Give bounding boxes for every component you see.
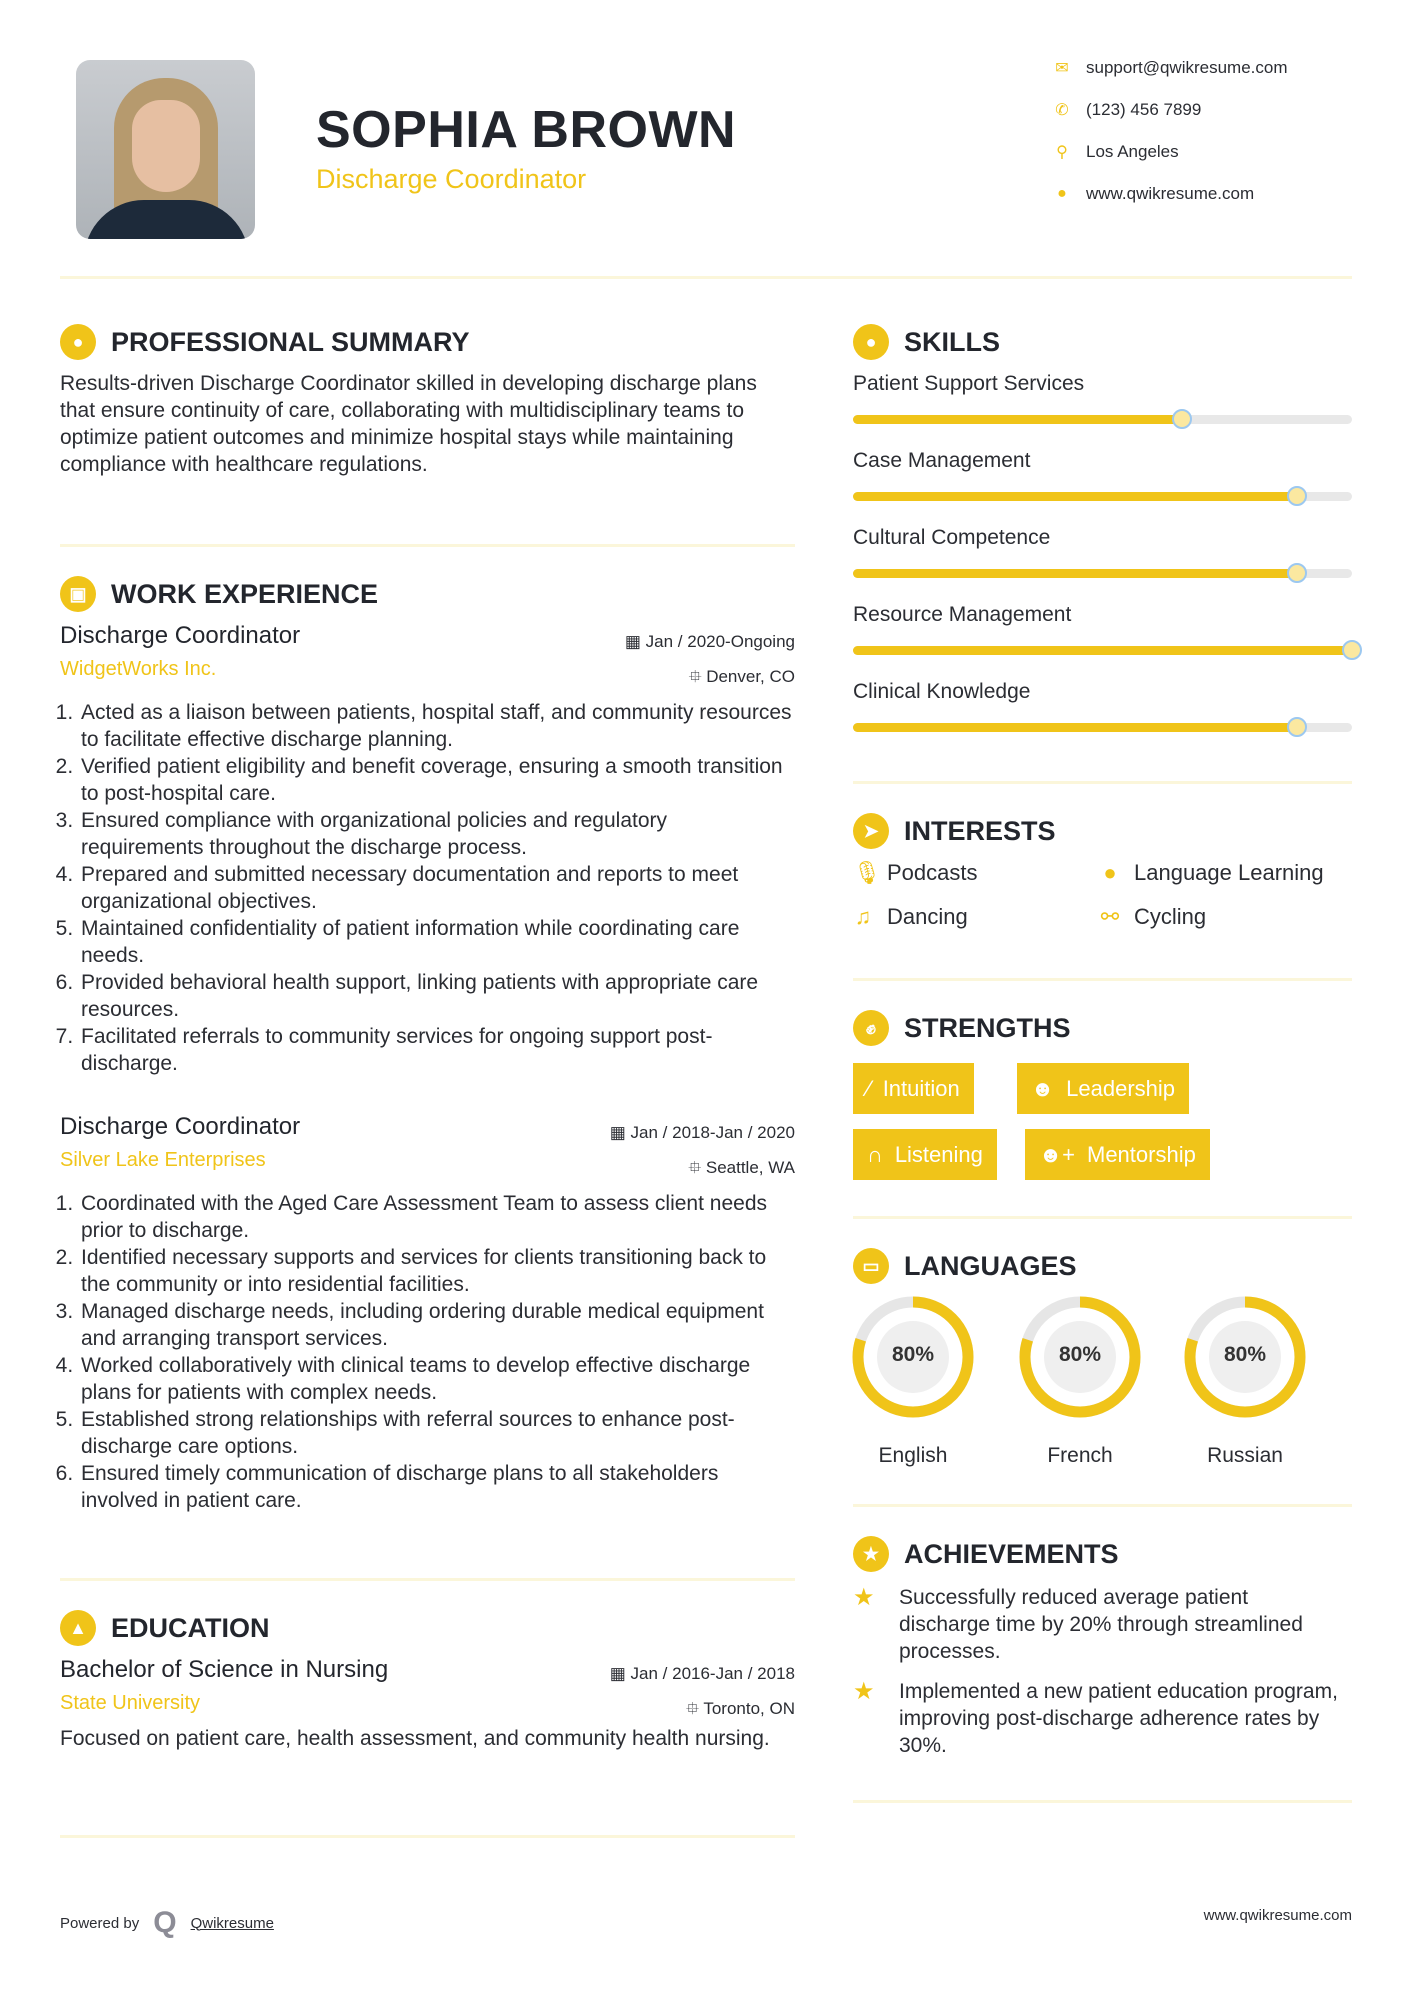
- skill-label: Case Management: [853, 449, 1031, 472]
- calendar-icon: ▦: [609, 1123, 631, 1142]
- fist-icon: ✊︎: [853, 1010, 889, 1046]
- users-icon: ☻: [1031, 1075, 1055, 1101]
- strength-tag: ⁄ Intuition: [853, 1063, 974, 1114]
- bullet: 4. Worked collaboratively with clinical teams to develop effective discharge plans for patients with complex needs.: [79, 1352, 795, 1406]
- achievement-item: ★ Successfully reduced average patient discharge time by 20% through streamlined processes.: [853, 1584, 1303, 1663]
- section-divider: [60, 1578, 795, 1581]
- skill-label: Resource Management: [853, 603, 1072, 626]
- school-name: State University: [60, 1692, 201, 1714]
- strength-tag: ∩ Listening: [853, 1129, 997, 1180]
- skill-item: [853, 449, 1373, 501]
- skill-knob: [1342, 640, 1362, 660]
- skill-fill: [853, 569, 1297, 578]
- skill-knob: [1287, 717, 1307, 737]
- job-bullets: [60, 1190, 795, 1514]
- section-divider: [853, 1216, 1352, 1219]
- bullet: 3. Managed discharge needs, including ordering durable medical equipment and arranging transport services.: [79, 1298, 795, 1352]
- job-title: Discharge Coordinator: [60, 1113, 301, 1140]
- section-divider: [60, 1835, 795, 1838]
- bullet: 3. Ensured compliance with organizational policies and regulatory requirements throughout the discharge process.: [79, 807, 795, 861]
- bicycle-icon: ⚯: [1100, 904, 1120, 929]
- language-percent: 80%: [891, 1343, 935, 1366]
- achievements-heading: ★ ACHIEVEMENTS: [853, 1536, 1119, 1572]
- magic-wand-icon: ⁄: [867, 1075, 871, 1101]
- strength-tag: ☻+ Mentorship: [1025, 1129, 1210, 1180]
- education-location: ⯐ Toronto, ON: [686, 1699, 795, 1718]
- section-divider: [853, 1504, 1352, 1507]
- skill-bar: [853, 569, 1352, 578]
- star-icon: ★: [853, 1678, 875, 1705]
- contact-email[interactable]: ✉ support@qwikresume.com: [1052, 58, 1288, 78]
- interest-item: ♫ Dancing: [854, 904, 968, 929]
- briefcase-icon: ▣: [60, 576, 96, 612]
- bullet: 5. Maintained confidentiality of patient information while coordinating care needs.: [79, 915, 795, 969]
- language-percent: 80%: [1058, 1343, 1102, 1366]
- bullet: 2. Identified necessary supports and services for clients transitioning back to the community or into residential facilities.: [79, 1244, 795, 1298]
- bullet: 1. Coordinated with the Aged Care Assessment Team to assess client needs prior to discharge.: [79, 1190, 795, 1244]
- music-icon: ♫: [854, 904, 872, 929]
- achievement-item: ★ Implemented a new patient education program, improving post-discharge adherence rates by 30%.: [853, 1678, 1338, 1757]
- headphones-icon: ∩: [867, 1141, 883, 1167]
- globe-icon: ●: [1057, 185, 1067, 202]
- section-divider: [853, 978, 1352, 981]
- qwikresume-link[interactable]: Qwikresume: [190, 1914, 274, 1932]
- contact-website[interactable]: ● www.qwikresume.com: [1052, 184, 1254, 204]
- language-item: [1175, 1295, 1315, 1468]
- microphone-icon: 🎙︎: [853, 860, 881, 885]
- phone-icon: ✆: [1055, 102, 1069, 119]
- interest-item: ● Language Learning: [1100, 860, 1324, 886]
- candidate-name: SOPHIA BROWN: [316, 101, 737, 159]
- bullet: 7. Facilitated referrals to community services for ongoing support post-discharge.: [79, 1023, 795, 1077]
- star-icon: ★: [853, 1584, 875, 1611]
- skill-knob: [1287, 563, 1307, 583]
- bullet: 6. Ensured timely communication of discharge plans to all stakeholders involved in patient care.: [79, 1460, 795, 1514]
- section-divider: [853, 781, 1352, 784]
- skill-fill: [853, 415, 1182, 424]
- user-icon: ●: [60, 324, 96, 360]
- section-divider: [60, 544, 795, 547]
- calendar-icon: ▦: [624, 632, 646, 651]
- skill-bar: [853, 492, 1352, 501]
- pin-icon: ⯐: [688, 1158, 706, 1177]
- language-label: French: [1047, 1444, 1113, 1467]
- translate-icon: ▭: [853, 1248, 889, 1284]
- map-pin-icon: ⚲: [1056, 144, 1068, 161]
- job-date: ▦ Jan / 2018-Jan / 2020: [609, 1123, 795, 1142]
- company-name: WidgetWorks Inc.: [60, 658, 217, 680]
- language-item: [1010, 1295, 1150, 1468]
- job-location: ⯐ Seattle, WA: [688, 1158, 795, 1177]
- strength-tag: ☻ Leadership: [1017, 1063, 1189, 1114]
- envelope-icon: ✉: [1055, 60, 1069, 77]
- bullet: 5. Established strong relationships with referral sources to enhance post-discharge care options.: [79, 1406, 795, 1460]
- job-title: Discharge Coordinator: [60, 622, 301, 649]
- skill-label: Cultural Competence: [853, 526, 1051, 549]
- language-item: [843, 1295, 983, 1468]
- skill-item: [853, 526, 1373, 578]
- interest-item: ⚯ Cycling: [1100, 904, 1207, 929]
- languages-heading: ▭ LANGUAGES: [853, 1248, 1077, 1284]
- section-divider: [853, 1800, 1352, 1803]
- language-label: English: [878, 1444, 948, 1467]
- summary-text: Results-driven Discharge Coordinator skilled in developing discharge plans that ensure continuity of care, collaborating with multidisciplinary teams to optimize patient outcomes and minimize hospital stays while maintaining compliance with healthcare regulations.: [60, 372, 757, 476]
- user-plus-icon: ☻+: [1039, 1141, 1075, 1167]
- header-divider: [60, 276, 1352, 279]
- qwikresume-logo-icon: Q: [153, 1906, 177, 1939]
- bullet: 2. Verified patient eligibility and benefit coverage, ensuring a smooth transition to post-hospital care.: [79, 753, 795, 807]
- skill-fill: [853, 646, 1352, 655]
- bullet: 4. Prepared and submitted necessary documentation and reports to meet organizational objectives.: [79, 861, 795, 915]
- pin-icon: ⯐: [688, 667, 707, 686]
- work-heading: ▣ WORK EXPERIENCE: [60, 576, 378, 612]
- footer-powered: Powered by Q Qwikresume: [60, 1906, 274, 1939]
- skill-label: Patient Support Services: [853, 372, 1085, 395]
- job-entry: [60, 622, 795, 1077]
- education-heading: ▲ EDUCATION: [60, 1610, 270, 1646]
- skill-fill: [853, 723, 1297, 732]
- star-icon: ★: [853, 1536, 889, 1572]
- contact-location: ⚲ Los Angeles: [1052, 142, 1179, 162]
- summary-heading: ● PROFESSIONAL SUMMARY: [60, 324, 470, 360]
- skill-label: Clinical Knowledge: [853, 680, 1031, 703]
- strengths-heading: ✊︎ STRENGTHS: [853, 1010, 1071, 1046]
- education-date: ▦ Jan / 2016-Jan / 2018: [609, 1664, 795, 1683]
- profile-photo: [76, 60, 255, 239]
- interest-item: 🎙︎ Podcasts: [853, 860, 978, 885]
- job-bullets: [60, 699, 795, 1077]
- interests-heading: ➤ INTERESTS: [853, 813, 1056, 849]
- language-label: Russian: [1207, 1444, 1283, 1467]
- graduation-cap-icon: ▲: [60, 1610, 96, 1646]
- skill-bar: [853, 646, 1352, 655]
- degree: Bachelor of Science in Nursing: [60, 1656, 389, 1683]
- skills-heading: ● SKILLS: [853, 324, 1000, 360]
- calendar-icon: ▦: [609, 1664, 631, 1683]
- contact-phone: ✆ (123) 456 7899: [1052, 100, 1201, 120]
- skill-item: [853, 680, 1373, 732]
- skill-fill: [853, 492, 1297, 501]
- job-date: ▦ Jan / 2020-Ongoing: [624, 632, 795, 651]
- skill-item: [853, 603, 1373, 655]
- candidate-title: Discharge Coordinator: [316, 164, 587, 194]
- skill-knob: [1287, 486, 1307, 506]
- company-name: Silver Lake Enterprises: [60, 1149, 266, 1171]
- footer-site[interactable]: www.qwikresume.com: [1203, 1907, 1352, 1924]
- skill-bar: [853, 415, 1352, 424]
- bullet: 6. Provided behavioral health support, linking patients with appropriate care resources.: [79, 969, 795, 1023]
- lightbulb-icon: ●: [853, 324, 889, 360]
- job-location: ⯐ Denver, CO: [688, 667, 795, 686]
- skill-bar: [853, 723, 1352, 732]
- education-entry: [60, 1656, 795, 1752]
- bullet: 1. Acted as a liaison between patients, hospital staff, and community resources to facilitate effective discharge planning.: [79, 699, 795, 753]
- job-entry: [60, 1113, 795, 1514]
- paper-plane-icon: ➤: [853, 813, 889, 849]
- language-percent: 80%: [1223, 1343, 1267, 1366]
- globe-icon: ●: [1103, 860, 1117, 885]
- skill-knob: [1172, 409, 1192, 429]
- skill-item: [853, 372, 1373, 424]
- education-text: Focused on patient care, health assessment, and community health nursing.: [60, 1727, 770, 1750]
- pin-icon: ⯐: [686, 1699, 704, 1718]
